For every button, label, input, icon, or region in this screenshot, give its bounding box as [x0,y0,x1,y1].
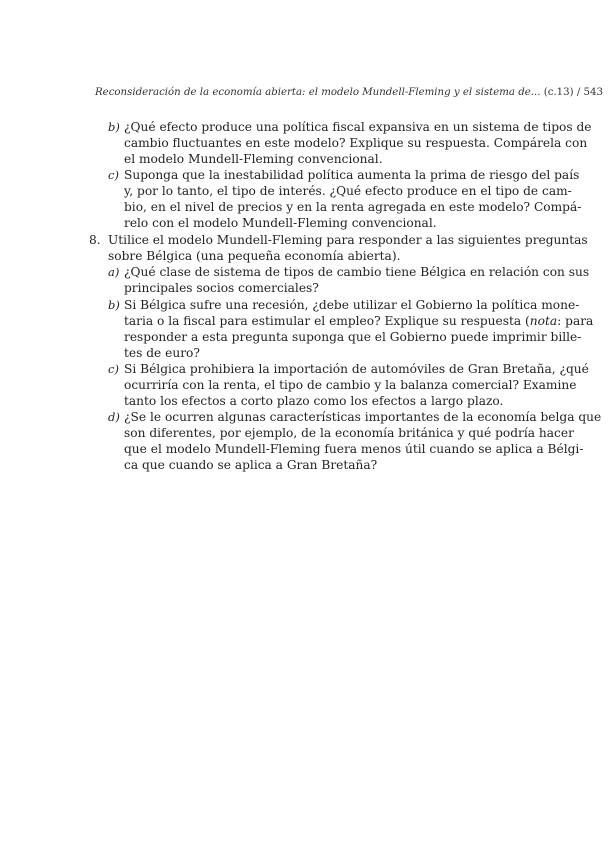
text-line: ¿Qué clase de sistema de tipos de cambio tiene Bélgica en relación con sus [124,265,590,279]
exercise-item-8a [124,264,590,296]
exercise-item-8d [124,409,602,474]
text-segment: taria o la fiscal para estimular el empleo? Explique su respuesta ( [124,314,530,329]
text-line [124,313,594,329]
text-line: ocurriría con la renta, el tipo de cambio y la balanza comercial? Examine [124,378,577,393]
question-8-stem [108,232,588,264]
exercise-item-b [124,119,592,167]
exercise-item-8b [124,297,594,362]
item-marker-c: c) [108,168,119,182]
text-line: el modelo Mundell-Fleming convencional. [124,152,383,167]
exercise-item-c [124,167,582,232]
text-line: tanto los efectos a corto plazo como los efectos a largo plazo. [124,394,504,409]
text-line: Utilice el modelo Mundell-Fleming para responder a las siguientes preguntas [108,233,588,247]
text-line: sobre Bélgica (una pequeña economía abierta). [108,249,401,264]
question-number-8: 8. [89,233,101,247]
text-line: ¿Se le ocurren algunas características importantes de la economía belga que [124,410,602,424]
text-line: y, por lo tanto, el tipo de interés. ¿Qué efecto produce en el tipo de cam- [124,184,572,199]
item-marker-b: b) [108,120,120,134]
text-segment: : para [557,314,594,329]
text-line: bio, en el nivel de precios y en la renta agregada en este modelo? Compá- [124,200,582,215]
page-reference: (c.13) / 543 [543,87,603,98]
text-line: tes de euro? [124,346,200,361]
text-line: ¿Qué efecto produce una política fiscal expansiva en un sistema de tipos de [124,120,592,134]
text-line: responder a esta pregunta suponga que el Gobierno puede imprimir bille- [124,330,582,345]
item-marker-8c: c) [108,362,119,376]
exercise-item-8c [124,361,589,409]
item-marker-8b: b) [108,298,120,312]
item-marker-8d: d) [108,410,120,424]
text-line: Suponga que la inestabilidad política aumenta la prima de riesgo del país [124,168,580,182]
text-line: Si Bélgica sufre una recesión, ¿debe utilizar el Gobierno la política mone- [124,298,580,312]
text-line: ca que cuando se aplica a Gran Bretaña? [124,458,378,473]
text-line: que el modelo Mundell-Fleming fuera menos útil cuando se aplica a Bélgi- [124,442,584,457]
text-line: principales socios comerciales? [124,281,319,296]
text-line: son diferentes, por ejemplo, de la economía británica y qué podría hacer [124,426,574,441]
running-header-title: Reconsideración de la economía abierta: el modelo Mundell-Fleming y el sistema de... [95,87,541,98]
text-line: relo con el modelo Mundell-Fleming convencional. [124,216,437,231]
text-line: Si Bélgica prohibiera la importación de automóviles de Gran Bretaña, ¿qué [124,362,589,376]
running-header [95,87,603,98]
text-line: cambio fluctuantes en este modelo? Explique su respuesta. Compárela con [124,136,588,151]
item-marker-8a: a) [108,265,120,279]
note-label: nota [529,314,558,329]
